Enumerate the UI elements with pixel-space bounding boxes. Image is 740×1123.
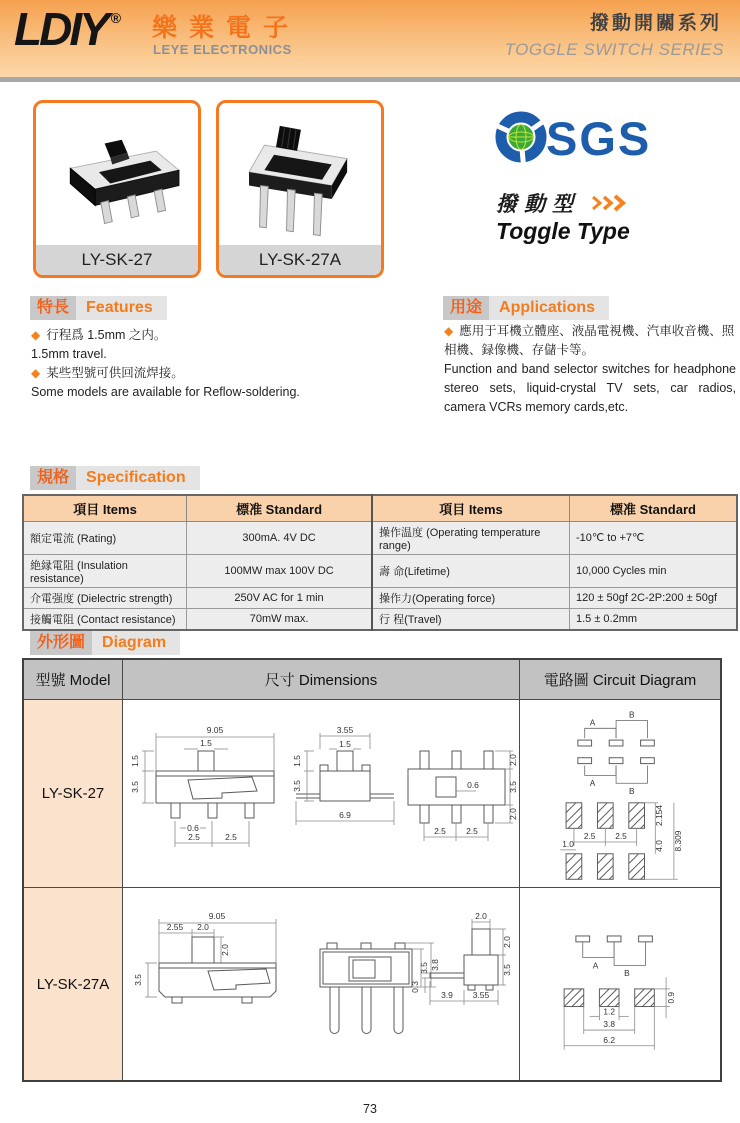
page-header bbox=[0, 0, 740, 77]
dim-label: 3.8 bbox=[429, 959, 440, 971]
dim-label: 1.0 bbox=[562, 838, 574, 849]
dim-label: 4.0 bbox=[654, 839, 665, 852]
dim-label: 2.0 bbox=[501, 936, 512, 948]
spec-cell: 250V AC for 1 min bbox=[187, 587, 372, 608]
spec-row bbox=[23, 554, 737, 587]
spec-cell: 介電强度 (Dielectric strength) bbox=[23, 587, 187, 608]
sk27a-dimension-drawing bbox=[124, 889, 519, 1079]
dim-label: 2.5 bbox=[615, 830, 627, 841]
terminal-label: B bbox=[628, 709, 635, 720]
applications-title-en: Applications bbox=[489, 296, 609, 320]
registered-mark: ® bbox=[110, 10, 122, 26]
dim-label: 2.5 bbox=[433, 825, 446, 836]
spec-col-header: 標准 Standard bbox=[569, 495, 737, 521]
dim-label: 6.2 bbox=[603, 1034, 616, 1045]
company-name-en: LEYE ELECTRONICS bbox=[153, 42, 292, 57]
spec-cell: 100MW max 100V DC bbox=[187, 554, 372, 587]
terminal-label: A bbox=[589, 777, 596, 788]
dim-label: 2.0 bbox=[507, 807, 518, 820]
dim-label: 3.5 bbox=[418, 962, 429, 974]
diagram-header-row bbox=[24, 660, 720, 700]
series-title-en: TOGGLE SWITCH SERIES bbox=[504, 40, 724, 59]
spec-cell: 120 ± 50gf 2C-2P:200 ± 50gf bbox=[569, 587, 737, 608]
product-model-label: LY-SK-27 bbox=[36, 245, 198, 275]
dim-label: 3.5 bbox=[507, 780, 518, 793]
diamond-bullet-icon: ◆ bbox=[444, 324, 454, 338]
model-name-cell: LY-SK-27 bbox=[24, 700, 123, 888]
dim-label: 2.5 bbox=[465, 825, 478, 836]
dim-label: 0.6 bbox=[186, 822, 199, 833]
triple-chevron-icon bbox=[590, 194, 630, 212]
spec-col-header: 標准 Standard bbox=[187, 495, 372, 521]
product-card-sk27 bbox=[33, 100, 201, 278]
spec-cell: 壽 命(Lifetime) bbox=[372, 554, 569, 587]
spec-cell: 接觸電阻 (Contact resistance) bbox=[23, 608, 187, 630]
dim-label: 0.9 bbox=[665, 991, 676, 1004]
dim-label: 2.0 bbox=[219, 944, 230, 956]
spec-row bbox=[23, 587, 737, 608]
spec-cell: -10℃ to +7℃ bbox=[569, 521, 737, 554]
diagram-row-sk27 bbox=[24, 700, 720, 888]
diamond-bullet-icon: ◆ bbox=[31, 328, 41, 342]
sgs-logo-icon bbox=[494, 110, 684, 164]
spec-row bbox=[23, 521, 737, 554]
spec-title-cn: 規格 bbox=[30, 466, 76, 490]
dim-label: 9.05 bbox=[208, 911, 225, 921]
feature-text-en: Some models are available for Reflow-soldering. bbox=[31, 385, 300, 399]
dim-label: 3.5 bbox=[132, 974, 143, 986]
dim-label: 0.6 bbox=[466, 779, 479, 790]
spec-cell: 行 程(Travel) bbox=[372, 608, 569, 630]
dim-label: 9.05 bbox=[206, 724, 223, 735]
series-title-cn: 撥動開關系列 bbox=[589, 13, 722, 34]
feature-item bbox=[31, 364, 431, 383]
sk27-circuit-drawing bbox=[521, 701, 719, 887]
diagram-col-header-circuit: 電路圖 Circuit Diagram bbox=[520, 660, 720, 700]
spec-col-header: 項目 Items bbox=[23, 495, 187, 521]
diagram-col-header-dimensions: 尺寸 Dimensions bbox=[123, 660, 520, 700]
features-title-cn: 特長 bbox=[30, 296, 76, 320]
terminal-label: B bbox=[624, 968, 630, 979]
spec-section-header bbox=[30, 466, 200, 490]
sgs-certification-logo bbox=[494, 110, 684, 169]
dim-label: 8.309 bbox=[672, 830, 683, 851]
dim-label: 2.5 bbox=[224, 831, 237, 842]
circuit-drawing-sk27a bbox=[520, 888, 720, 1080]
dim-label: 2.5 bbox=[187, 831, 200, 842]
spec-cell: 1.5 ± 0.2mm bbox=[569, 608, 737, 630]
dim-label: 2.154 bbox=[654, 804, 665, 826]
dim-label: 6.9 bbox=[338, 809, 351, 820]
features-title-en: Features bbox=[76, 296, 167, 320]
type-heading-cn bbox=[496, 188, 630, 218]
feature-text-en: 1.5mm travel. bbox=[31, 347, 107, 361]
spec-cell: 額定電流 (Rating) bbox=[23, 521, 187, 554]
terminal-label: B bbox=[628, 785, 635, 796]
dim-label: 2.55 bbox=[166, 922, 183, 932]
dim-label: 0.3 bbox=[409, 981, 420, 993]
spec-cell: 絶縁電阻 (Insulation resistance) bbox=[23, 554, 187, 587]
specification-table bbox=[22, 494, 738, 631]
brand-logo-text: LDIY bbox=[14, 3, 107, 55]
product-cards bbox=[33, 100, 384, 278]
spec-header-row bbox=[23, 495, 737, 521]
dim-label: 1.5 bbox=[129, 754, 140, 767]
spec-cell: 70mW max. bbox=[187, 608, 372, 630]
dim-label: 2.0 bbox=[507, 753, 518, 766]
terminal-label: A bbox=[589, 716, 596, 727]
dim-label: 3.8 bbox=[603, 1019, 616, 1030]
type-cn-text: 撥動型 bbox=[496, 193, 580, 216]
product-card-sk27a bbox=[216, 100, 384, 278]
applications-section-header bbox=[443, 296, 609, 320]
feature-text-cn: 某些型號可供回流焊接。 bbox=[46, 366, 184, 380]
diagram-table bbox=[22, 658, 722, 1082]
spec-cell: 操作力(Operating force) bbox=[372, 587, 569, 608]
dim-label: 2.0 bbox=[196, 922, 209, 932]
applications-cn: ◆ 應用于耳機立體座、液晶電視機、汽車收音機、照相機、録像機、存儲卡等。 bbox=[444, 324, 735, 357]
brand-logo bbox=[14, 2, 122, 56]
diagram-title-cn: 外形圖 bbox=[30, 631, 92, 655]
diagram-section-header bbox=[30, 631, 180, 655]
applications-title-cn: 用途 bbox=[443, 296, 489, 320]
dim-label: 1.5 bbox=[291, 754, 302, 767]
product-photo-sk27 bbox=[36, 103, 198, 245]
terminal-label: A bbox=[592, 960, 599, 971]
spec-row bbox=[23, 608, 737, 630]
features-section-header bbox=[30, 296, 167, 320]
dim-label: 1.5 bbox=[199, 737, 212, 748]
dim-label: 3.5 bbox=[291, 779, 302, 792]
spec-cell: 10,000 Cycles min bbox=[569, 554, 737, 587]
dim-label: 3.5 bbox=[501, 964, 512, 976]
type-heading-en: Toggle Type bbox=[496, 218, 630, 244]
dim-label: 2.0 bbox=[474, 911, 487, 921]
applications-text bbox=[444, 322, 736, 417]
slide-switch-illustration bbox=[224, 106, 376, 242]
spec-title-en: Specification bbox=[76, 466, 200, 490]
dimensions-drawing-sk27a bbox=[123, 888, 520, 1080]
spec-col-header: 項目 Items bbox=[372, 495, 569, 521]
model-name-cell: LY-SK-27A bbox=[24, 888, 123, 1080]
sk27a-circuit-drawing bbox=[521, 889, 719, 1079]
features-list bbox=[31, 326, 431, 402]
feature-item bbox=[31, 326, 431, 345]
company-name-cn: 樂業電子 bbox=[152, 14, 301, 42]
product-photo-sk27a bbox=[219, 103, 381, 245]
dimensions-drawing-sk27 bbox=[123, 700, 520, 888]
dim-label: 3.9 bbox=[440, 990, 453, 1000]
feature-text-cn: 行程爲 1.5mm 之内。 bbox=[46, 328, 167, 342]
spec-cell: 300mA. 4V DC bbox=[187, 521, 372, 554]
page-number: 73 bbox=[363, 1102, 377, 1116]
dim-label: 1.2 bbox=[603, 1006, 616, 1017]
dim-label: 2.5 bbox=[583, 830, 596, 841]
sgs-text: SGS bbox=[546, 112, 652, 164]
slide-switch-illustration bbox=[41, 113, 193, 235]
circuit-drawing-sk27 bbox=[520, 700, 720, 888]
sk27-dimension-drawing bbox=[124, 701, 519, 887]
dim-label: 1.5 bbox=[338, 738, 351, 749]
diamond-bullet-icon: ◆ bbox=[31, 366, 41, 380]
spec-cell: 操作温度 (Operating temperature range) bbox=[372, 521, 569, 554]
dim-label: 3.55 bbox=[472, 990, 489, 1000]
dim-label: 3.55 bbox=[336, 724, 353, 735]
diagram-row-sk27a bbox=[24, 888, 720, 1080]
applications-en: Function and band selector switches for headphone stereo sets, liquid-crystal TV sets, car radios, camera VCRs memory cards,etc. bbox=[444, 362, 736, 414]
dim-label: 3.5 bbox=[129, 780, 140, 793]
diagram-title-en: Diagram bbox=[92, 631, 180, 655]
product-model-label: LY-SK-27A bbox=[219, 245, 381, 275]
header-divider bbox=[0, 77, 740, 82]
diagram-col-header-model: 型號 Model bbox=[24, 660, 123, 700]
